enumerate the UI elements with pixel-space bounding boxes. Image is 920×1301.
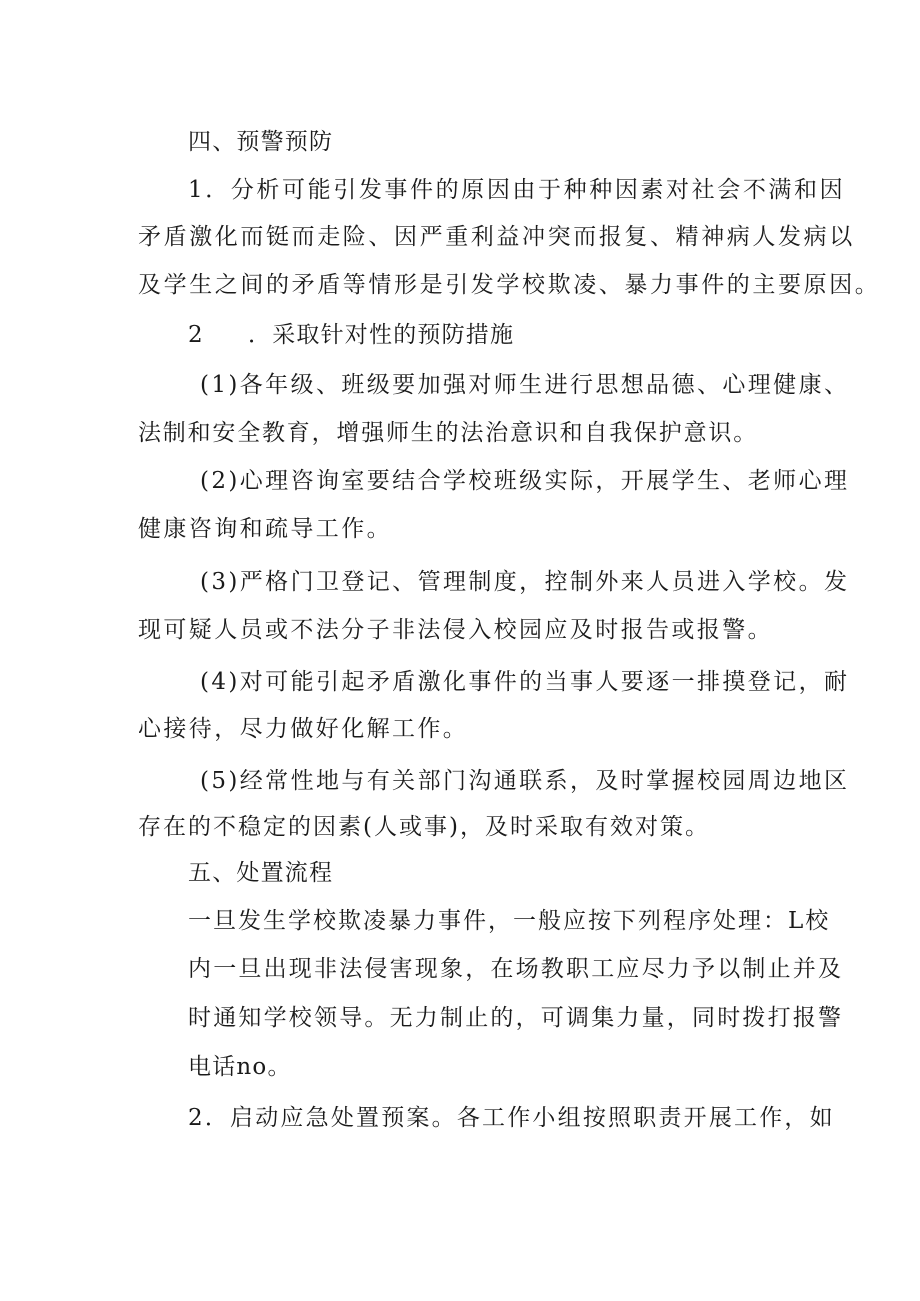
paragraph-line: 1．分析可能引发事件的原因由于种种因素对社会不满和因 xyxy=(188,177,846,203)
list-item-heading xyxy=(188,320,514,350)
paragraph-line: 健康咨询和疏导工作。 xyxy=(138,516,392,542)
paragraph-line: (5)经常性地与有关部门沟通联系，及时掌握校园周边地区 xyxy=(200,768,850,794)
paragraph-line: 内一旦出现非法侵害现象，在场教职工应尽力予以制止并及 xyxy=(188,956,844,982)
section-heading-handling-procedure: 五、处置流程 xyxy=(188,860,334,886)
paragraph-line: 时通知学校领导。无力制止的，可调集力量，同时拨打报警 xyxy=(188,1005,844,1031)
paragraph-line: (3)严格门卫登记、管理制度，控制外来人员进入学校。发 xyxy=(200,569,850,595)
paragraph-line: 心接待，尽力做好化解工作。 xyxy=(138,716,469,742)
list-item-title: ．采取针对性的预防措施 xyxy=(248,322,515,348)
paragraph-line: 存在的不稳定的因素(人或事)，及时采取有效对策。 xyxy=(138,814,710,840)
paragraph-line: 及学生之间的矛盾等情形是引发学校欺凌、暴力事件的主要原因。 xyxy=(138,272,881,298)
paragraph-line: (4)对可能引起矛盾激化事件的当事人要逐一排摸登记，耐 xyxy=(200,669,850,695)
paragraph-line: 现可疑人员或不法分子非法侵入校园应及时报告或报警。 xyxy=(138,617,773,643)
list-item-number: 2 xyxy=(188,322,204,348)
paragraph-line: (1)各年级、班级要加强对师生进行思想品德、心理健康、 xyxy=(200,372,850,398)
section-heading-warning-prevention: 四、预警预防 xyxy=(188,129,334,155)
paragraph-line: 2．启动应急处置预案。各工作小组按照职责开展工作，如 xyxy=(188,1105,835,1131)
paragraph-line: 法制和安全教育，增强师生的法治意识和自我保护意识。 xyxy=(138,420,758,446)
paragraph-line: 电话no。 xyxy=(188,1054,292,1080)
paragraph-line: (2)心理咨询室要结合学校班级实际，开展学生、老师心理 xyxy=(200,468,850,494)
paragraph-line: 一旦发生学校欺凌暴力事件，一般应按下列程序处理：L校 xyxy=(188,908,831,934)
paragraph-line: 矛盾激化而铤而走险、因严重利益冲突而报复、精神病人发病以 xyxy=(138,224,855,250)
